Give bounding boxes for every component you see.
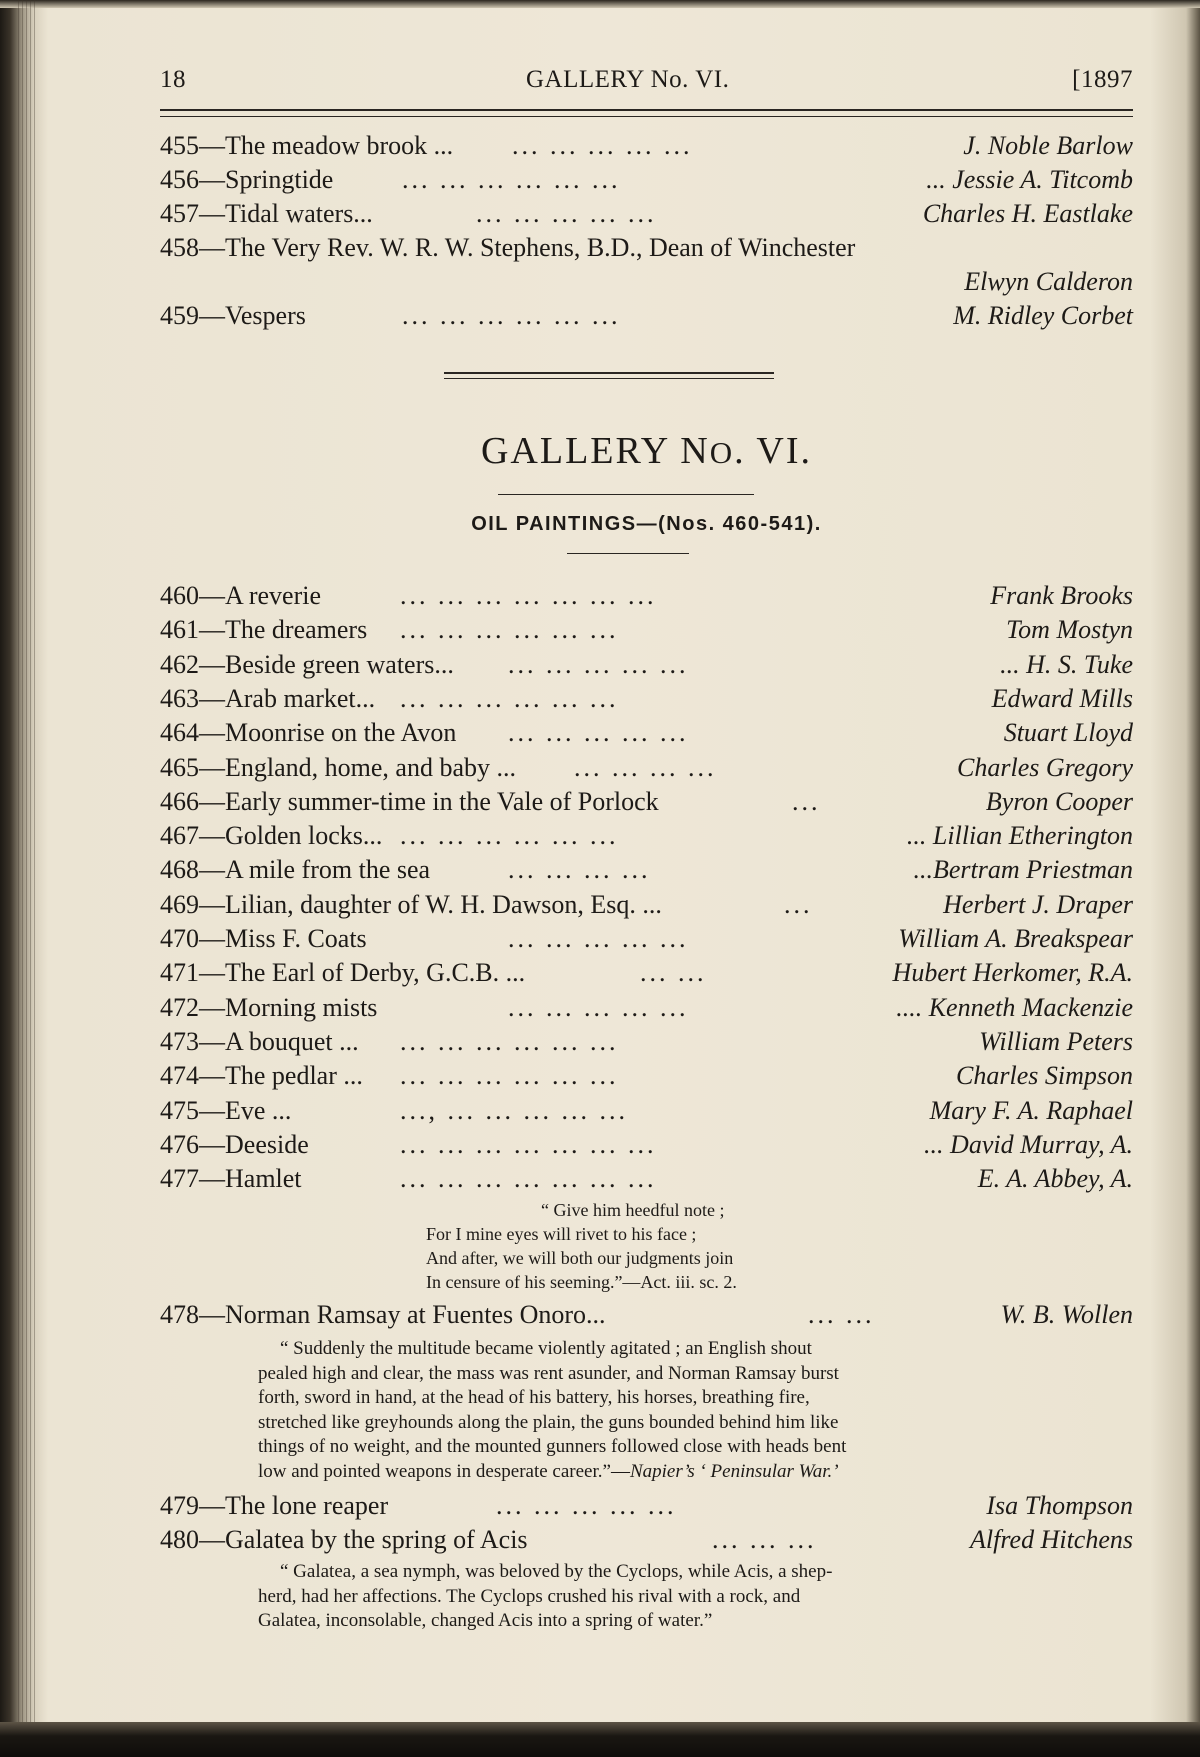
catalogue-entry [160,718,1133,752]
entry-title: 478—Norman Ramsay at Fuentes Onoro... [160,1300,606,1329]
catalogue-entry [160,615,1133,649]
entry-title: 457—Tidal waters... [160,199,373,228]
catalogue-entry [160,131,1133,165]
entry-title: 471—The Earl of Derby, G.C.B. ... [160,958,526,988]
entry-title: 468—A mile from the sea [160,855,431,885]
entry-title: 480—Galatea by the spring of Acis [160,1525,528,1554]
entry-leader: ... ... ... ... ... [476,199,657,228]
entry-artist: Alfred Hitchens [970,1525,1133,1554]
catalogue-entry [160,1491,1133,1525]
quote-line: things of no weight, and the mounted gunners followed close with heads bent [258,1436,847,1457]
catalogue-entry [160,1300,1133,1334]
entry-title: 469—Lilian, daughter of W. H. Dawson, Esq. ... [160,889,662,919]
catalogue-entry [160,753,1133,787]
quote-line: In censure of his seeming.”—Act. iii. sc. 2. [426,1272,737,1292]
entry-artist: Stuart Lloyd [1003,718,1133,748]
entry-leader: ... ... ... ... ... [512,131,693,160]
entry-title: 456—Springtide [160,165,334,194]
entry-leader: ... [792,786,821,816]
entry-artist: Charles Simpson [956,1061,1133,1091]
entry-artist: Hubert Herkomer, R.A. [892,958,1133,988]
entry-leader: ... ... ... [712,1525,817,1554]
catalogue-entry [160,581,1133,615]
catalogue-entry [160,958,1133,992]
entry-title: 462—Beside green waters... [160,649,454,679]
entry-artist: ... David Murray, A. [924,1129,1133,1159]
section-subtitle: OIL PAINTINGS—(Nos. 460-541). [471,513,822,535]
entry-leader: ... ... ... ... ... ... [400,1061,619,1091]
entry-artist: ...Bertram Priestman [913,855,1133,885]
entry-artist: Herbert J. Draper [943,889,1133,919]
entry-title: 473—A bouquet ... [160,1026,359,1056]
entry-title: 477—Hamlet [160,1164,302,1194]
catalogue-entry [160,1061,1133,1095]
entry-artist: ... Lillian Etherington [906,821,1133,851]
catalogue-entry [160,301,1133,335]
section-title-main: GALLERY N [480,430,710,472]
catalogue-entry [160,233,1133,267]
entry-artist: Frank Brooks [990,581,1133,610]
section-title-end: . VI. [734,430,813,472]
entry-artist: Charles Gregory [957,752,1133,782]
entry-leader: ... ... ... ... [508,855,651,885]
entry-leader: ... ... ... ... ... ... ... [400,1164,657,1194]
entry-leader: ... ... ... ... ... ... ... [400,581,657,610]
entry-leader: ..., ... ... ... ... ... [400,1095,628,1125]
catalogue-entry [160,199,1133,233]
page-bottom-edge [0,1722,1200,1757]
entry-leader: ... ... ... ... ... [508,718,689,748]
entry-leader: ... ... ... ... ... ... [400,1026,619,1056]
entry-leader: ... ... ... ... ... ... [402,165,621,194]
catalogue-entry [160,890,1133,924]
quote-text: low and pointed weapons in desperate career.”— [258,1460,630,1482]
ramsay-quote [258,1337,1040,1484]
page-number: 18 [160,66,186,93]
entry-artist: M. Ridley Corbet [953,301,1133,330]
quote-source: Napier’s ‘ Peninsular War.’ [629,1460,839,1482]
quote-line: Galatea, inconsolable, changed Acis into a spring of water.” [258,1610,713,1631]
entry-artist: J. Noble Barlow [963,131,1133,160]
entry-title: 467—Golden locks... [160,821,383,851]
entry-leader: ... ... ... ... ... [508,992,689,1022]
entry-title: 465—England, home, and baby ... [160,752,516,782]
entry-title: 459—Vespers [160,301,306,330]
quote-line: forth, sword in hand, at the head of his battery, his horses, breathing fire, [258,1387,810,1408]
section-title-small: O [709,435,735,470]
entry-title: 470—Miss F. Coats [160,924,367,953]
entry-leader: ... ... [640,958,707,988]
catalogue-entry [160,1130,1133,1164]
running-header [160,66,1133,102]
entry-artist: ... H. S. Tuke [1000,649,1133,679]
catalogue-entry [160,855,1133,889]
entry-artist: William Peters [979,1026,1133,1056]
catalogue-entry [160,1027,1133,1061]
catalogue-entry [160,684,1133,718]
entry-leader: ... ... ... ... ... [508,924,689,953]
entry-artist: William A. Breakspear [898,924,1133,953]
quote-line: For I mine eyes will rivet to his face ; [426,1224,697,1244]
galatea-quote [258,1560,1040,1634]
entry-title: 472—Morning mists [160,992,378,1022]
catalogue-entry [160,787,1133,821]
entry-title: 466—Early summer-time in the Vale of Porlock [160,786,659,816]
quote-line: “ Galatea, a sea nymph, was beloved by the Cyclops, while Acis, a shep- [280,1561,833,1582]
entry-title: 455—The meadow brook ... [160,131,454,160]
entry-artist: Isa Thompson [986,1491,1133,1520]
entry-title: 460—A reverie [160,581,322,610]
section-title [160,429,1133,473]
entry-title: 461—The dreamers [160,615,368,645]
entry-title: 479—The lone reaper [160,1491,389,1520]
catalogue-entry [160,1525,1133,1559]
page-top-edge [0,0,1200,8]
running-year: [1897 [1072,66,1133,93]
entry-leader: ... ... ... ... ... ... [400,683,619,713]
title-rule [498,494,754,495]
entry-artist: Elwyn Calderon [964,267,1133,296]
entry-leader: ... ... [808,1300,875,1329]
quote-last-line [258,1460,1040,1485]
entry-artist: Byron Cooper [985,786,1133,816]
entry-artist: Mary F. A. Raphael [929,1095,1133,1125]
catalogue-entry [160,165,1133,199]
entry-artist: .... Kenneth Mackenzie [896,992,1133,1022]
catalogue-entry [160,1164,1133,1198]
entry-leader: ... ... ... ... ... ... [400,821,619,851]
entry-leader: ... ... ... ... ... [496,1491,677,1520]
entry-leader: ... ... ... ... ... ... [400,615,619,645]
section-divider [444,372,774,379]
entry-artist: ... Jessie A. Titcomb [926,165,1133,194]
quote-line: And after, we will both our judgments join [426,1248,734,1268]
entry-title: 475—Eve ... [160,1095,292,1125]
catalogue-entry [160,1096,1133,1130]
entry-artist: Charles H. Eastlake [922,199,1133,228]
subtitle-rule [567,553,689,554]
entry-leader: ... [784,889,813,919]
entry-artist: Tom Mostyn [1006,615,1133,645]
catalogue-entry [160,924,1133,958]
book-spine [18,0,38,1757]
running-title: GALLERY No. VI. [526,66,730,93]
catalogue-entry-continued [160,267,1133,301]
quote-line: “ Suddenly the multitude became violently agitated ; an English shout [280,1338,812,1359]
header-rule [160,109,1133,117]
quote-line: pealed high and clear, the mass was rent asunder, and Norman Ramsay burst [258,1362,839,1384]
catalogue-entry [160,650,1133,684]
entry-title: 476—Deeside [160,1129,309,1159]
quote-line: herd, had her affections. The Cyclops crushed his rival with a rock, and [258,1585,801,1607]
entry-leader: ... ... ... ... [574,752,717,782]
entry-title: 464—Moonrise on the Avon [160,718,457,748]
entry-title: 463—Arab market... [160,683,376,713]
entry-title: 458—The Very Rev. W. R. W. Stephens, B.D., Dean of Winchester [160,233,856,262]
quote-line: “ Give him heedful note ; [541,1200,725,1220]
entry-artist: E. A. Abbey, A. [977,1164,1133,1194]
catalogue-entry [160,821,1133,855]
entry-leader: ... ... ... ... ... [508,649,689,679]
entry-title: 474—The pedlar ... [160,1061,363,1091]
catalogue-entry [160,993,1133,1027]
quote-line: stretched like greyhounds along the plain, the guns bounded behind him like [258,1411,839,1433]
entry-leader: ... ... ... ... ... ... ... [400,1129,657,1159]
entry-artist: Edward Mills [991,683,1133,713]
entry-leader: ... ... ... ... ... ... [402,301,621,330]
entry-artist: W. B. Wollen [1000,1300,1133,1329]
